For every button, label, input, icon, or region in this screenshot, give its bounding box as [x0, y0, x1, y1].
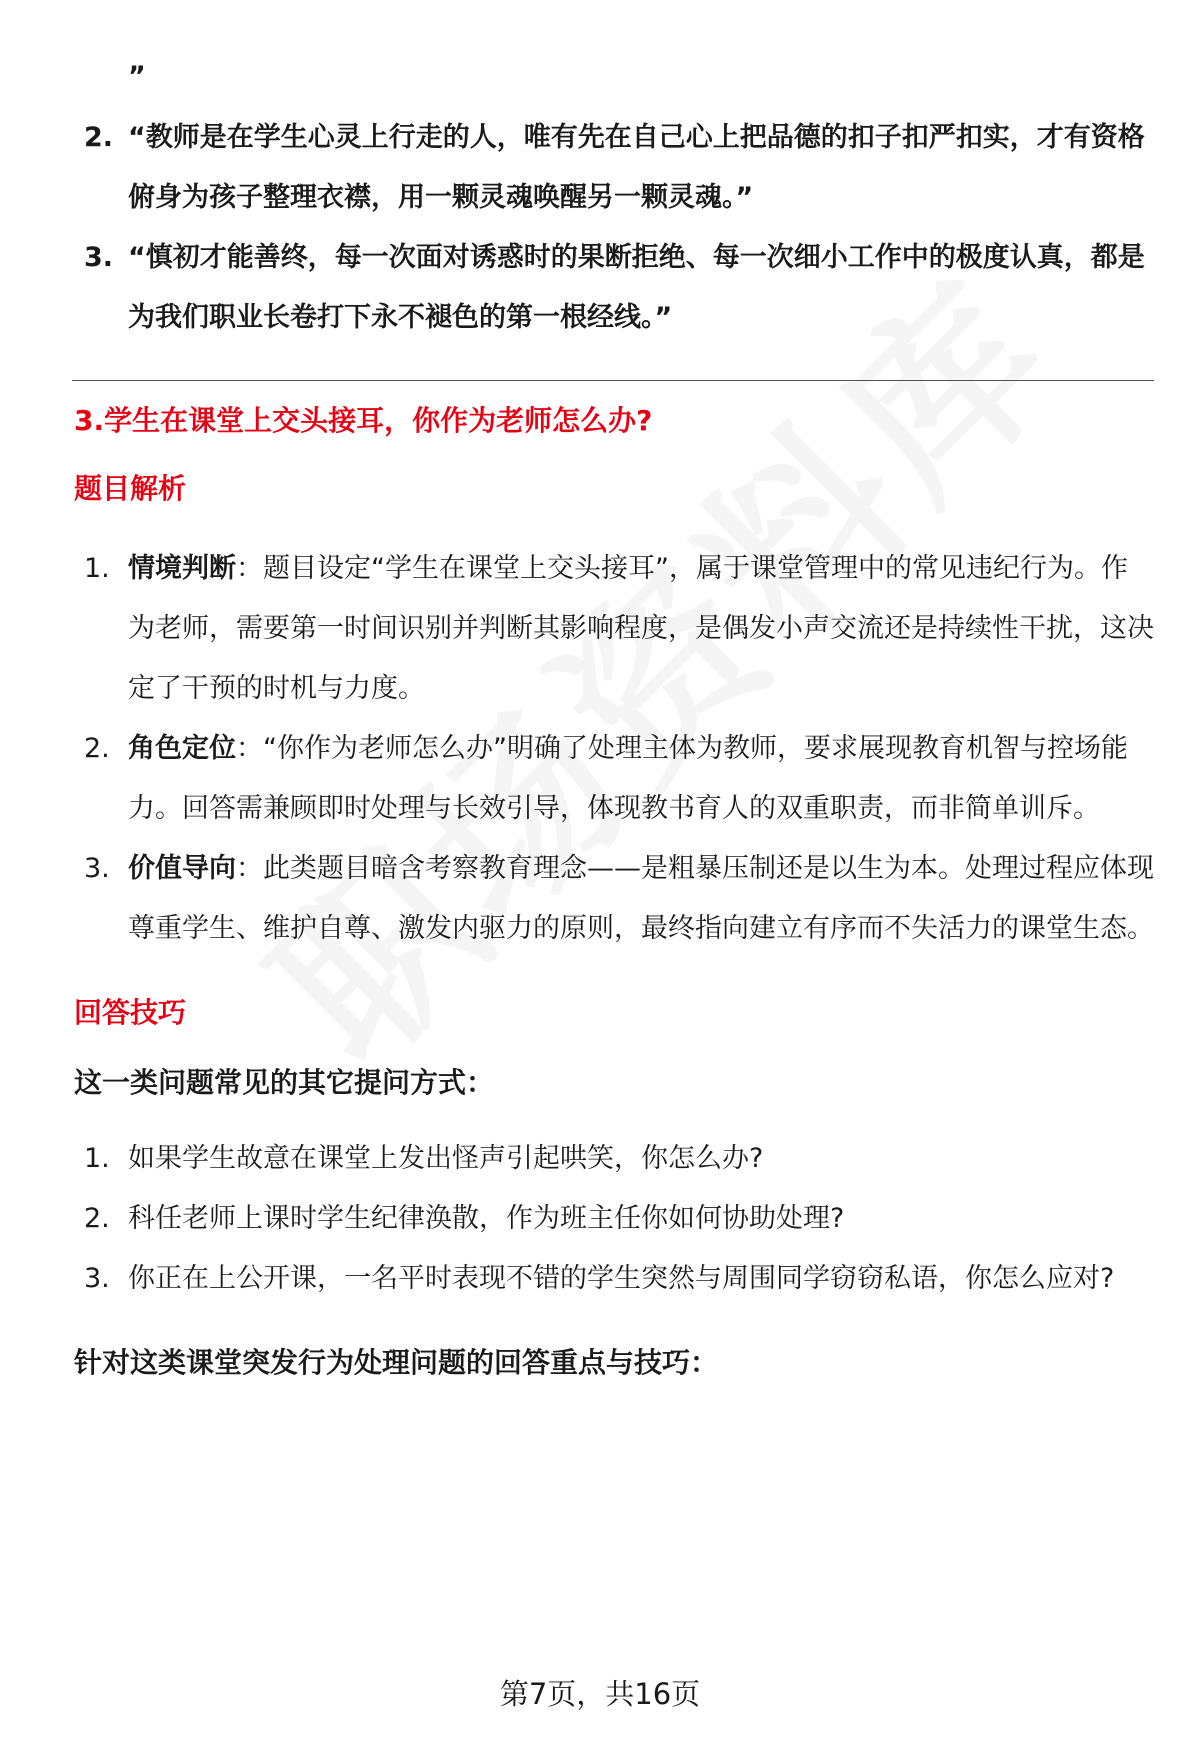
list-item-text: 科任老师上课时学生纪律涣散，作为班主任你如何协助处理? [128, 1203, 845, 1234]
list-item [74, 1249, 1154, 1309]
analysis-item [74, 539, 1154, 719]
list-number: 1. [84, 1143, 110, 1174]
list-item-text: 你正在上公开课，一名平时表现不错的学生突然与周围同学窃窃私语，你怎么应对? [128, 1263, 1115, 1294]
page-content [74, 52, 1154, 1409]
analysis-text: ：此类题目暗含考察教育理念——是粗暴压制还是以生为本。处理过程应体现尊重学生、维护自尊、激发内驱力的原则，最终指向建立有序而不失活力的课堂生态。 [128, 853, 1154, 944]
quote-item [74, 108, 1154, 228]
section-divider [72, 380, 1154, 381]
analysis-item [74, 719, 1154, 839]
quote-text: “教师是在学生心灵上行走的人，唯有先在自己心上把品德的扣子扣严扣实，才有资格俯身为孩子整理衣襟，用一颗灵魂唤醒另一颗灵魂。” [128, 122, 1145, 213]
analysis-term: 情境判断 [128, 553, 236, 584]
other-ways-title: 这一类问题常见的其它提问方式： [74, 1066, 495, 1099]
list-number: 2. [84, 1203, 110, 1234]
list-number: 3. [84, 853, 110, 884]
analysis-text: ：题目设定“学生在课堂上交头接耳”，属于课堂管理中的常见违纪行为。作为老师，需要第一时间识别并判断其影响程度，是偶发小声交流还是持续性干扰，这决定了干预的时机与力度。 [128, 553, 1154, 704]
analysis-item [74, 839, 1154, 959]
quote-list [74, 108, 1154, 348]
other-ways-list [74, 1129, 1154, 1309]
list-item [74, 1189, 1154, 1249]
list-number: 3. [84, 242, 114, 273]
skills-heading: 回答技巧 [74, 996, 187, 1029]
page-footer: 第7页，共16页 [499, 1677, 701, 1711]
analysis-term: 价值导向 [128, 853, 236, 884]
question-title: 3.学生在课堂上交头接耳，你作为老师怎么办? [74, 404, 653, 437]
analysis-list [74, 539, 1154, 959]
analysis-text: ：“你作为老师怎么办”明确了处理主体为教师，要求展现教育机智与控场能力。回答需兼顾即时处理与长效引导，体现教书育人的双重职责，而非简单训斥。 [128, 733, 1128, 824]
list-number: 1. [84, 553, 110, 584]
list-number: 2. [84, 733, 110, 764]
previous-quote-tail: ” [128, 61, 146, 92]
list-number: 3. [84, 1263, 110, 1294]
quote-item [74, 228, 1154, 348]
list-item [74, 1129, 1154, 1189]
analysis-heading: 题目解析 [74, 472, 187, 505]
key-points-title: 针对这类课堂突发行为处理问题的回答重点与技巧： [74, 1346, 719, 1379]
list-item-text: 如果学生故意在课堂上发出怪声引起哄笑，你怎么办? [128, 1143, 764, 1174]
quote-text: “慎初才能善终，每一次面对诱惑时的果断拒绝、每一次细小工作中的极度认真，都是为我们职业长卷打下永不褪色的第一根经线。” [128, 242, 1145, 333]
analysis-term: 角色定位 [128, 733, 236, 764]
list-number: 2. [84, 122, 114, 153]
